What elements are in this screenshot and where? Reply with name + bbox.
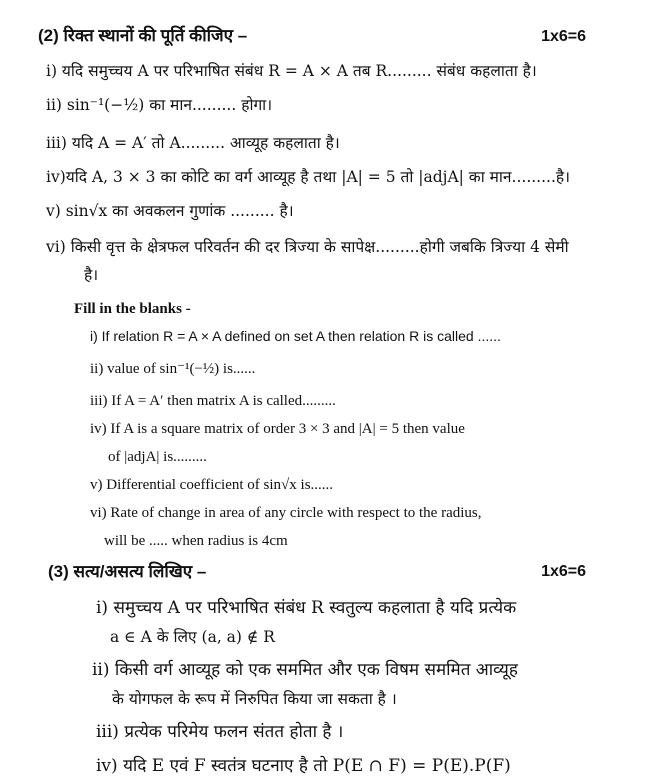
- tf-item-4: iv) यदि E एवं F स्वतंत्र घटनाए है तो P(E ∩ F) = P(E).P(F): [96, 756, 511, 776]
- section-2-marks: 1x6=6: [541, 28, 586, 45]
- english-item-1: i) If relation R = A × A defined on set A then relation R is called ......: [90, 328, 501, 344]
- english-heading: Fill in the blanks -: [74, 301, 191, 317]
- tf-item-1: i) समुच्चय A पर परिभाषित संबंध R स्वतुल्य कहलाता है यदि प्रत्येक: [96, 598, 517, 618]
- english-item-2: ii) value of sin⁻¹(−½) is......: [90, 361, 256, 377]
- tf-item-2: ii) किसी वर्ग आव्यूह को एक सममित और एक विषम सममित आव्यूह: [92, 660, 518, 680]
- hindi-item-6: vi) किसी वृत्त के क्षेत्रफल परिवर्तन की दर त्रिज्या के सापेक्ष.........होगी जबकि त्रिज्या 4 सेमी: [46, 238, 569, 256]
- hindi-item-4: iv)यदि A, 3 × 3 का कोटि का वर्ग आव्यूह है तथा |A| = 5 तो |adjA| का मान.........है।: [46, 168, 570, 186]
- tf-item-3: iii) प्रत्येक परिमेय फलन संतत होता है ।: [96, 722, 344, 742]
- english-item-5: v) Differential coefficient of sin√x is......: [90, 477, 334, 493]
- hindi-item-6-cont: है।: [84, 266, 99, 284]
- hindi-item-5: v) sin√x का अवकलन गुणांक ......... है।: [46, 202, 294, 220]
- hindi-item-3: iii) यदि A = A′ तो A......... आव्यूह कहलाता है।: [46, 134, 340, 152]
- section-3-marks: 1x6=6: [541, 563, 586, 580]
- english-item-4: iv) If A is a square matrix of order 3 × 3 and |A| = 5 then value: [90, 421, 465, 437]
- hindi-item-2: ii) sin⁻¹(−½) का मान......... होगा।: [46, 96, 273, 114]
- section-3-heading: (3) सत्य/असत्य लिखिए –: [48, 562, 207, 581]
- english-item-4-cont: of |adjA| is.........: [108, 449, 207, 465]
- english-item-6: vi) Rate of change in area of any circle with respect to the radius,: [90, 505, 482, 521]
- english-item-6-cont: will be ..... when radius is 4cm: [104, 533, 288, 549]
- tf-item-2-cont: के योगफल के रूप में निरुपित किया जा सकता है ।: [112, 690, 397, 708]
- section-2-heading: (2) रिक्त स्थानों की पूर्ति कीजिए –: [38, 26, 248, 45]
- hindi-item-1: i) यदि समुच्चय A पर परिभाषित संबंध R = A × A तब R......... संबंध कहलाता है।: [46, 62, 537, 80]
- tf-item-1-cont: a ∈ A के लिए (a, a) ∉ R: [110, 628, 275, 646]
- english-item-3: iii) If A = A′ then matrix A is called.........: [90, 393, 336, 409]
